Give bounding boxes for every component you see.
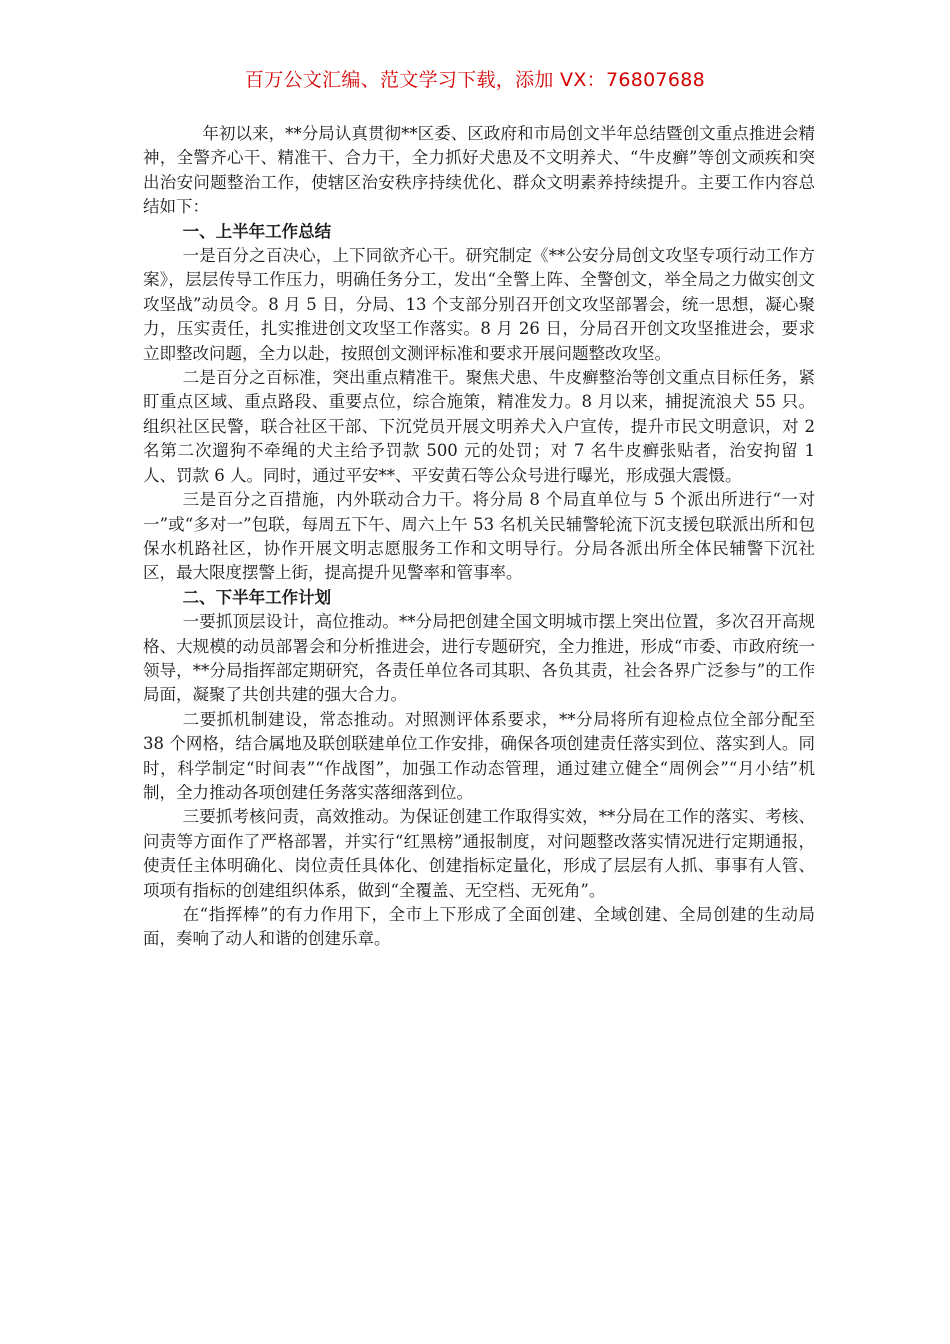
section-1-paragraph-1: 一是百分之百决心，上下同欲齐心干。研究制定《**公安分局创文攻坚专项行动工作方案》，层层传导工作压力，明确任务分工，发出“全警上阵、全警创文，举全局之力做实创文攻坚战”动员令。8 月 5 日，分局、13 个支部分别召开创文攻坚部署会，统一思想，凝心聚力，压实责任，扎实推进创文攻坚工作落实。8 月 26 日，分局召开创文攻坚推进会，要求立即整改问题，全力以赴，按照创文测评标准和要求开展问题整改攻坚。: [143, 246, 815, 363]
section-2-paragraph-1: 一要抓顶层设计，高位推动。**分局把创建全国文明城市摆上突出位置，多次召开高规格、大规模的动员部署会和分析推进会，进行专题研究，全力推进，形成“市委、市政府统一领导，**分局指挥部定期研究，各责任单位各司其职、各负其责，社会各界广泛参与”的工作局面，凝聚了共创共建的强大合力。: [143, 612, 815, 705]
section-1-paragraph-2: 二是百分之百标准，突出重点精准干。聚焦犬患、牛皮癣整治等创文重点目标任务，紧盯重点区域、重点路段、重要点位，综合施策，精准发力。8 月以来，捕捉流浪犬 55 只。组织社区民警，联合社区干部、下沉党员开展文明养犬入户宣传，提升市民文明意识，对 2 名第二次遛狗不牵绳的犬主给予罚款 500 元的处罚；对 7 名牛皮癣张贴者，治安拘留 1 人、罚款 6 人。同时，通过平安**、平安黄石等公众号进行曝光，形成强大震慑。: [143, 368, 815, 485]
section-2-paragraph-3: 三要抓考核问责，高效推动。为保证创建工作取得实效，**分局在工作的落实、考核、问责等方面作了严格部署，并实行“红黑榜”通报制度，对问题整改落实情况进行定期通报，使责任主体明确化、岗位责任具体化、创建指标定量化，形成了层层有人抓、事事有人管、项项有指标的创建组织体系，做到“全覆盖、无空档、无死角”。: [143, 807, 815, 900]
section-1-title: 一、上半年工作总结: [182, 221, 332, 241]
section-2-title: 二、下半年工作计划: [182, 587, 332, 607]
document-body: [143, 122, 815, 952]
intro-paragraph: 年初以来，**分局认真贯彻**区委、区政府和市局创文半年总结暨创文重点推进会精神，全警齐心干、精准干、合力干，全力抓好犬患及不文明养犬、“牛皮癣”等创文顽疾和突出治安问题整治工作，使辖区治安秩序持续优化、群众文明素养持续提升。主要工作内容总结如下：: [143, 124, 815, 217]
header-banner: 百万公文汇编、范文学习下载，添加 VX：76807688: [244, 69, 706, 91]
section-1-paragraph-3: 三是百分之百措施，内外联动合力干。将分局 8 个局直单位与 5 个派出所进行“一对一”或“多对一”包联，每周五下午、周六上午 53 名机关民辅警轮流下沉支援包联派出所和包保水机路社区，协作开展文明志愿服务工作和文明导行。分局各派出所全体民辅警下沉社区，最大限度摆警上街，提高提升见警率和管事率。: [143, 490, 815, 583]
section-2-paragraph-2: 二要抓机制建设，常态推动。对照测评体系要求，**分局将所有迎检点位全部分配至 38 个网格，结合属地及联创联建单位工作安排，确保各项创建责任落实到位、落实到人。同时，科学制定“时间表”“作战图”，加强工作动态管理，通过建立健全“周例会”“月小结”机制，全力推动各项创建任务落实落细落到位。: [143, 709, 815, 802]
closing-paragraph: 在“指挥棒”的有力作用下，全市上下形成了全面创建、全域创建、全局创建的生动局面，奏响了动人和谐的创建乐章。: [143, 905, 815, 949]
